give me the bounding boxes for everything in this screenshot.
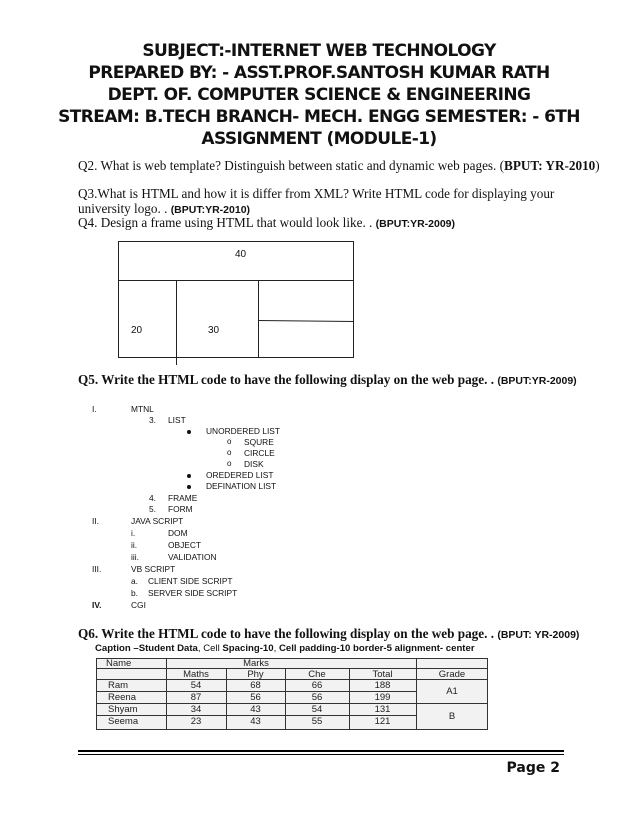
caption-part: , Cell bbox=[197, 643, 223, 654]
list-item-cgi: CGI bbox=[131, 600, 146, 610]
list-marker: III. bbox=[92, 564, 102, 574]
question-6-source: (BPUT: YR-2009) bbox=[497, 629, 580, 641]
table-cell: 43 bbox=[250, 716, 261, 727]
table-cell: Seema bbox=[108, 716, 139, 727]
question-2-source: BPUT: YR-2010 bbox=[504, 158, 596, 173]
list-item-validation: VALIDATION bbox=[168, 552, 217, 562]
table-cell: 56 bbox=[311, 692, 323, 703]
table-cell: 68 bbox=[250, 680, 261, 691]
caption-part: , bbox=[273, 643, 279, 654]
list-marker: 3. bbox=[149, 415, 156, 425]
table-header-total: Total bbox=[372, 669, 393, 680]
table-grid-line bbox=[96, 668, 488, 669]
list-marker: II. bbox=[92, 516, 99, 526]
table-header-marks: Marks bbox=[243, 658, 269, 669]
caption-part: Caption –Student Data bbox=[95, 643, 198, 654]
frame-left-divider bbox=[176, 281, 177, 365]
question-5-source: (BPUT:YR-2009) bbox=[497, 375, 577, 387]
list-item-circle: CIRCLE bbox=[244, 448, 275, 458]
bullet-icon bbox=[187, 474, 191, 478]
table-cell: 54 bbox=[311, 704, 323, 715]
table-cell: Shyam bbox=[108, 704, 138, 715]
table-cell: 54 bbox=[190, 680, 202, 691]
table-cell: 34 bbox=[190, 704, 202, 715]
circle-bullet-icon: o bbox=[227, 448, 232, 457]
question-2 bbox=[78, 158, 600, 174]
list-item-java-script: JAVA SCRIPT bbox=[131, 516, 184, 526]
list-marker: 5. bbox=[149, 504, 156, 514]
table-header-phy: Phy bbox=[247, 669, 264, 680]
list-marker: a. bbox=[131, 576, 138, 586]
question-2-text: Q2. What is web template? Distinguish between static and dynamic web pages. ( bbox=[78, 158, 505, 173]
table-header-grade: Grade bbox=[438, 669, 466, 680]
question-4 bbox=[78, 215, 455, 232]
question-4-source: (BPUT:YR-2009) bbox=[375, 218, 456, 230]
list-item-definition-list: DEFINATION LIST bbox=[206, 481, 277, 491]
list-marker: i. bbox=[131, 528, 136, 538]
frame-middle-label: 30 bbox=[208, 325, 220, 336]
list-item-list: LIST bbox=[168, 415, 186, 425]
question-5 bbox=[78, 372, 577, 389]
table-cell-grade-a1: A1 bbox=[446, 686, 458, 697]
frame-top-label: 40 bbox=[235, 249, 247, 260]
frame-horizontal-divider bbox=[118, 280, 354, 281]
caption-part: Spacing-10 bbox=[222, 643, 274, 654]
table-cell: 121 bbox=[374, 716, 391, 727]
caption-part: Cell padding-10 border-5 alignment- center bbox=[278, 643, 475, 654]
table-header-che: Che bbox=[308, 669, 326, 680]
list-item-frame: FRAME bbox=[168, 493, 198, 503]
question-3-text: university logo. . bbox=[78, 201, 171, 216]
list-item-vb-script: VB SCRIPT bbox=[131, 564, 176, 574]
table-cell: Reena bbox=[108, 692, 136, 703]
list-marker: ii. bbox=[131, 540, 138, 550]
table-caption-spec bbox=[95, 643, 475, 655]
list-item-server-side-script: SERVER SIDE SCRIPT bbox=[148, 588, 238, 598]
list-marker: b. bbox=[131, 588, 138, 598]
prepared-by-heading: PREPARED BY: - ASST.PROF.SANTOSH KUMAR RATH bbox=[88, 63, 550, 83]
question-6-text: Q6. Write the HTML code to have the following display on the web page. . bbox=[78, 626, 498, 641]
question-3-line1: Q3.What is HTML and how it is differ from XML? Write HTML code for displaying your bbox=[78, 186, 555, 201]
list-marker: 4. bbox=[149, 493, 156, 503]
subject-heading: SUBJECT:-INTERNET WEB TECHNOLOGY bbox=[142, 41, 496, 61]
footer-rule bbox=[78, 750, 564, 752]
list-item-mtnl: MTNL bbox=[131, 404, 154, 414]
table-cell-grade-b: B bbox=[448, 711, 456, 722]
frame-left-label: 20 bbox=[131, 325, 143, 336]
list-marker: IV. bbox=[92, 600, 102, 610]
list-item-disk: DISK bbox=[244, 459, 264, 469]
table-cell: 55 bbox=[311, 716, 323, 727]
table-cell: 23 bbox=[190, 716, 202, 727]
list-item-dom: DOM bbox=[168, 528, 188, 538]
list-item-object: OBJECT bbox=[168, 540, 202, 550]
list-marker: iii. bbox=[131, 552, 139, 562]
table-header-maths: Maths bbox=[183, 669, 209, 680]
table-cell: 131 bbox=[374, 704, 391, 715]
question-4-text: Q4. Design a frame using HTML that would look like. . bbox=[78, 215, 376, 230]
list-item-squre: SQURE bbox=[244, 437, 274, 447]
question-5-text: Q5. Write the HTML code to have the following display on the web page. . bbox=[78, 372, 498, 387]
footer-rule bbox=[78, 754, 564, 755]
bullet-icon bbox=[187, 430, 191, 434]
page-number: Page 2 bbox=[506, 760, 560, 776]
list-marker: I. bbox=[92, 404, 97, 414]
list-item-ordered-list: OREDERED LIST bbox=[206, 470, 274, 480]
table-cell: 43 bbox=[250, 704, 261, 715]
assignment-heading: ASSIGNMENT (MODULE-1) bbox=[201, 129, 437, 149]
table-cell: 188 bbox=[374, 680, 391, 691]
question-3-source: (BPUT:YR-2010) bbox=[170, 204, 251, 216]
question-6 bbox=[78, 626, 579, 643]
table-cell: 56 bbox=[250, 692, 261, 703]
circle-bullet-icon: o bbox=[227, 459, 232, 468]
list-item-unordered-list: UNORDERED LIST bbox=[206, 426, 280, 436]
table-grid-line bbox=[96, 703, 488, 704]
list-item-client-side-script: CLIENT SIDE SCRIPT bbox=[148, 576, 233, 586]
question-2-close: ) bbox=[595, 158, 600, 173]
stream-heading: STREAM: B.TECH BRANCH- MECH. ENGG SEMESTER: - 6TH bbox=[58, 107, 580, 127]
table-cell: 66 bbox=[311, 680, 323, 691]
table-header-name: Name bbox=[106, 658, 132, 669]
table-cell: 199 bbox=[374, 692, 391, 703]
department-heading: DEPT. OF. COMPUTER SCIENCE & ENGINEERING bbox=[107, 85, 531, 105]
table-cell: Ram bbox=[108, 680, 129, 691]
bullet-icon bbox=[187, 485, 191, 489]
list-item-form: FORM bbox=[168, 504, 193, 514]
table-cell: 87 bbox=[190, 692, 202, 703]
circle-bullet-icon: o bbox=[227, 437, 232, 446]
